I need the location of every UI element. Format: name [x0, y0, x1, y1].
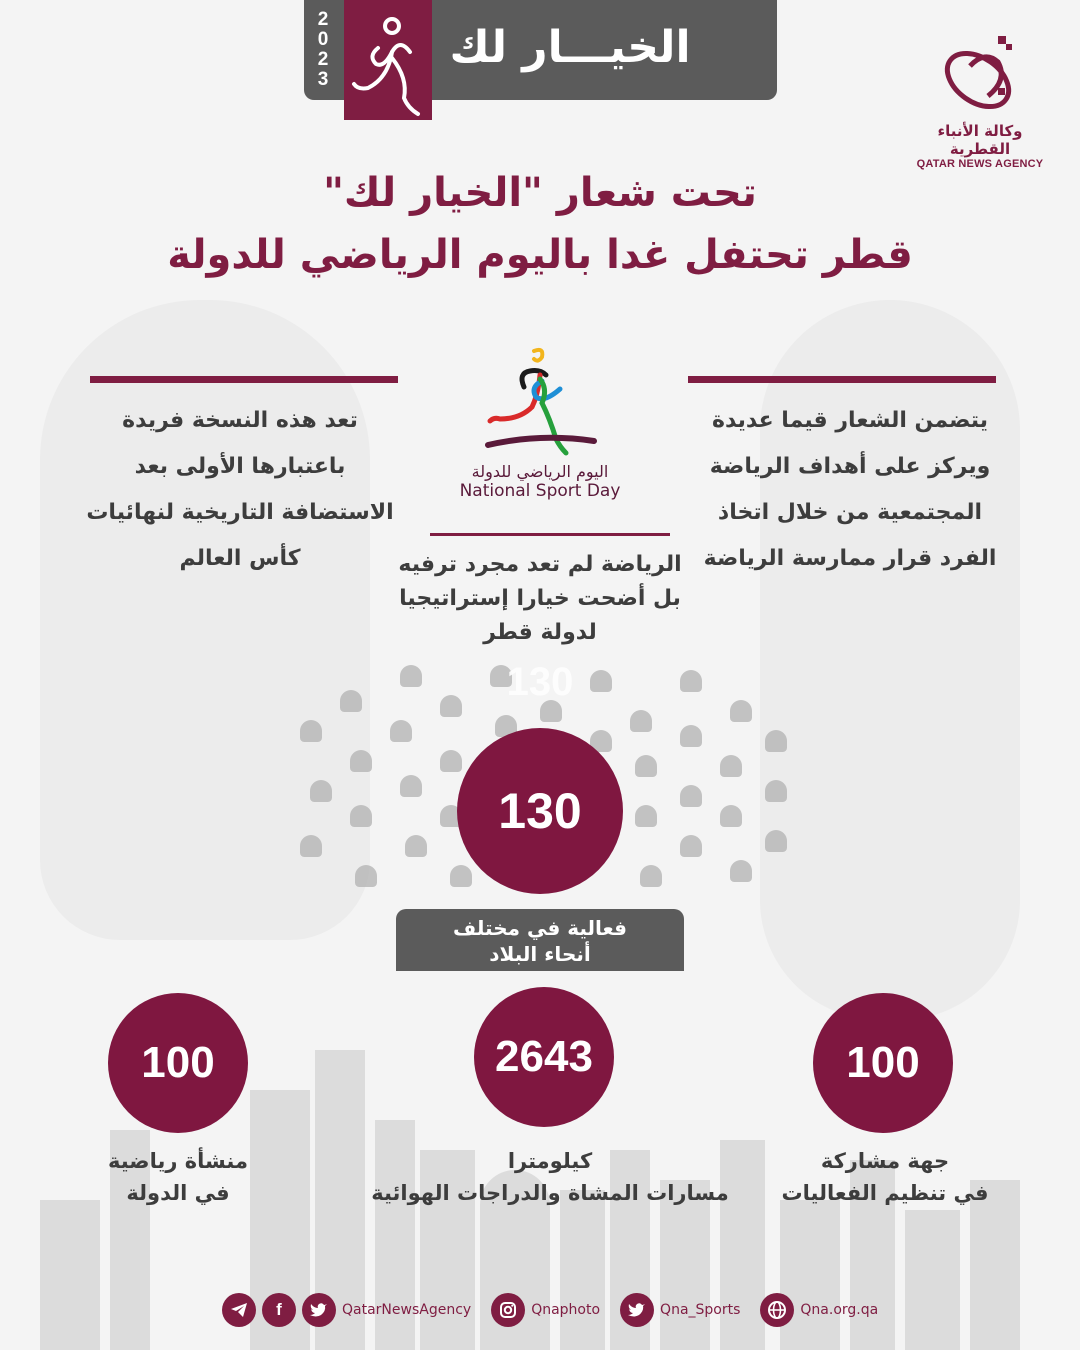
- handball-icon: [450, 865, 472, 887]
- golf-icon: [355, 865, 377, 887]
- rowing-icon: [680, 835, 702, 857]
- vault-icon: [630, 710, 652, 732]
- text-line: يتضمن الشعار قيما عديدة: [711, 408, 989, 433]
- banner-title: الخيـــار لك: [449, 22, 691, 73]
- sport-day-runner-icon: [470, 345, 610, 460]
- text-line: في الدولة: [126, 1181, 230, 1205]
- qna-name-arabic: وكالة الأنباء القطرية: [937, 122, 1023, 158]
- website-link[interactable]: Qna.org.qa: [800, 1302, 879, 1318]
- stat-circle-events: [457, 728, 623, 894]
- social-footer: [222, 1292, 892, 1328]
- pole-vault-icon: [340, 690, 362, 712]
- swimming-icon: [635, 805, 657, 827]
- text-line: الاستضافة التاريخية لنهائيات: [86, 500, 394, 525]
- instagram-handle-link[interactable]: Qnaphoto: [531, 1302, 601, 1318]
- facebook-icon[interactable]: f: [262, 1293, 296, 1327]
- stat-label-box-events: [396, 909, 684, 971]
- divider-left: [90, 376, 398, 383]
- tennis-icon: [350, 805, 372, 827]
- equestrian-icon: [730, 860, 752, 882]
- text-line: الرياضة لم تعد مجرد ترفيه: [398, 552, 682, 577]
- text-line: كأس العالم: [179, 546, 301, 571]
- shot-put-icon: [390, 720, 412, 742]
- text-line: ويركز على أهداف الرياضة: [709, 454, 991, 479]
- divider-right: [688, 376, 996, 383]
- text-line: منشأة رياضية: [108, 1149, 248, 1173]
- hurdles-icon: [300, 720, 322, 742]
- text-block-left: [70, 398, 410, 582]
- twitter-sports-handle-link[interactable]: Qna_Sports: [660, 1302, 741, 1318]
- trampoline-icon: [765, 830, 787, 852]
- long-jump-icon: [350, 750, 372, 772]
- stat-value: 2643: [495, 1032, 593, 1081]
- ribbon-icon: [765, 780, 787, 802]
- text-line: بل أضحت خيارا إستراتيجيا: [399, 586, 681, 611]
- pommel-horse-icon: [765, 730, 787, 752]
- text-line: أنحاء البلاد: [489, 942, 591, 966]
- stat-label-partners: [770, 1145, 1000, 1209]
- rings-icon: [720, 755, 742, 777]
- qna-name-english: QATAR NEWS AGENCY: [916, 158, 1044, 170]
- text-line: في تنظيم الفعاليات: [781, 1181, 989, 1205]
- uneven-bars-icon: [680, 670, 702, 692]
- text-line: باعتبارها الأولى بعد: [134, 454, 346, 479]
- divider-center: [430, 533, 670, 536]
- qna-logo: [910, 30, 1050, 170]
- year-digit: 3: [317, 69, 329, 90]
- stat-circle-partners: [813, 993, 953, 1133]
- running-icon: [300, 835, 322, 857]
- runner-logo-icon: [348, 8, 432, 118]
- stat-circle-facilities: [108, 993, 248, 1133]
- text-line: الفرد قرار ممارسة الرياضة: [703, 546, 997, 571]
- balance-beam-icon: [730, 700, 752, 722]
- stat-value: 130: [498, 783, 582, 839]
- text-line: المجتمعية من خلال اتخاذ: [717, 500, 983, 525]
- karate-icon: [720, 805, 742, 827]
- text-line: تعد هذه النسخة فريدة: [122, 408, 358, 433]
- twitter-icon[interactable]: [302, 1293, 336, 1327]
- fencing-icon: [310, 780, 332, 802]
- floor-exercise-icon: [680, 725, 702, 747]
- table-tennis-icon: [400, 775, 422, 797]
- stat-value: 100: [846, 1038, 920, 1087]
- instagram-icon[interactable]: [491, 1293, 525, 1327]
- diving-icon: [680, 785, 702, 807]
- year-digit: 2: [317, 9, 329, 30]
- qna-emblem-icon: [930, 30, 1030, 120]
- badminton-icon: [400, 665, 422, 687]
- water-polo-icon: [640, 865, 662, 887]
- year-digit: 0: [317, 29, 329, 50]
- text-block-right: [680, 398, 1020, 582]
- qna-main-handle-link[interactable]: QatarNewsAgency: [342, 1302, 472, 1318]
- stat-value: 100: [141, 1038, 215, 1087]
- twitter-sports-icon[interactable]: [620, 1293, 654, 1327]
- javelin-icon: [440, 695, 462, 717]
- stat-circle-kilometers: [474, 987, 614, 1127]
- headline-line-1: تحت شعار "الخيار لك": [323, 170, 757, 216]
- telegram-icon[interactable]: [222, 1293, 256, 1327]
- national-sport-day-logo: [440, 345, 640, 520]
- text-block-center: [390, 548, 690, 650]
- hockey-icon: [405, 835, 427, 857]
- headline-line-2: قطر تحتفل غدا باليوم الرياضي للدولة: [167, 232, 913, 278]
- sport-day-name-english: National Sport Day: [459, 481, 621, 501]
- globe-icon[interactable]: [760, 1293, 794, 1327]
- banner-year: [306, 10, 340, 94]
- text-line: لدولة قطر: [483, 620, 597, 645]
- sport-day-name-arabic: اليوم الرياضي للدولة: [471, 462, 609, 481]
- stat-label-facilities: [70, 1145, 286, 1209]
- text-line: كيلومترا: [507, 1149, 593, 1173]
- ghost-stat-number: 130: [506, 660, 574, 704]
- rhythmic-gymnastics-icon: [635, 755, 657, 777]
- volleyball-icon: [440, 750, 462, 772]
- text-line: مسارات المشاة والدراجات الهوائية: [371, 1181, 729, 1205]
- text-line: جهة مشاركة: [820, 1149, 950, 1173]
- text-line: فعالية في مختلف: [453, 916, 627, 940]
- year-digit: 2: [317, 49, 329, 70]
- stat-label-kilometers: [360, 1145, 740, 1209]
